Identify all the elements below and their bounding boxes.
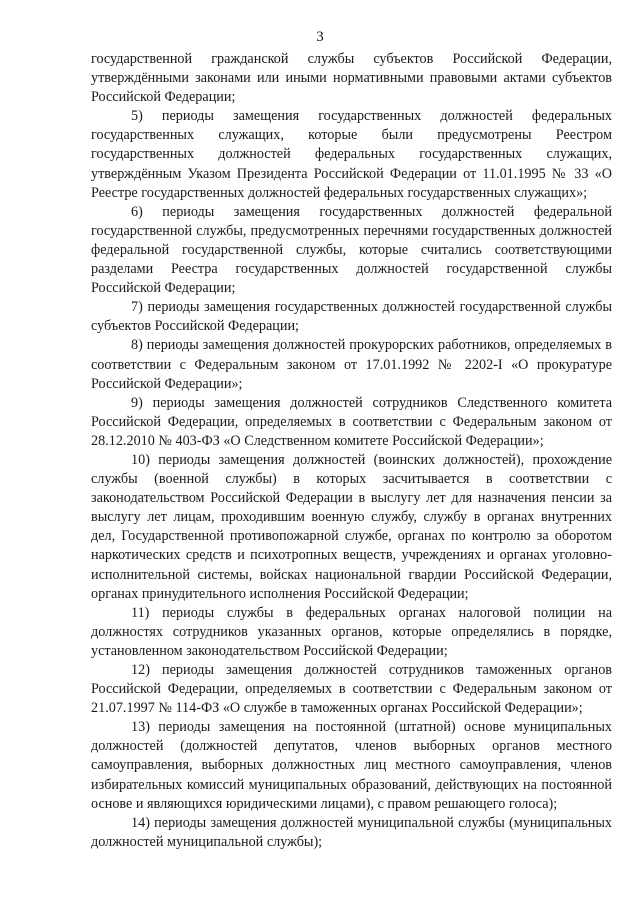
- paragraph-continuation: государственной гражданской службы субъектов Российской Федерации, утверждёнными законами или иными нормативными правовыми актами субъектов Российской Федерации;: [91, 51, 612, 106]
- paragraph-item-8: 8) периоды замещения должностей прокурорских работников, определяемых в соответствии с Федеральным законом от 17.01.1992 № 2202-I «О прокуратуре Российской Федерации»;: [91, 337, 612, 392]
- paragraph-item-12: 12) периоды замещения должностей сотрудников таможенных органов Российской Федерации, определяемых в соответствии с Федеральным законом от 21.07.1997 № 114-ФЗ «О службе в таможенных органах Российской Федерации»;: [91, 662, 612, 717]
- paragraph-item-13: 13) периоды замещения на постоянной (штатной) основе муниципальных должностей (должностей депутатов, членов выборных органов местного самоуправления, выборных должностных лиц местного самоуправления, членов избирательных комиссий муниципальных образований, действующих на постоянной основе и являющихся юридическими лицами), с правом решающего голоса);: [91, 719, 612, 812]
- paragraph-item-11: 11) периоды службы в федеральных органах налоговой полиции на должностях сотрудников указанных органов, которые определялись в порядке, установленном законодательством Российской Федерации;: [91, 604, 612, 659]
- page-number: 3: [316, 29, 324, 45]
- paragraph-item-14: 14) периоды замещения должностей муниципальной службы (муниципальных должностей муниципальной службы);: [91, 814, 612, 850]
- paragraph-item-10: 10) периоды замещения должностей (воинских должностей), прохождение службы (военной службы) в которых засчитывается в соответствии с законодательством Российской Федерации в выслугу лет для назначения пенсии за выслугу лет лицам, проходившим военную службу, службу в органах внутренних дел, Государственной противопожарной службе, органах по контролю за оборотом наркотических средств и психотропных веществ, учреждениях и органах уголовно-исполнительной системы, войсках национальной гвардии Российской Федерации, органах принудительного исполнения Российской Федерации;: [91, 451, 612, 602]
- paragraph-item-5: 5) периоды замещения государственных должностей федеральных государственных служащих, которые были предусмотрены Реестром государственных должностей федеральных государственных служащих, утверждённым Указом Президента Российской Федерации от 11.01.1995 № 33 «О Реестре государственных должностей федеральных государственных служащих»;: [91, 108, 612, 201]
- paragraph-item-9: 9) периоды замещения должностей сотрудников Следственного комитета Российской Федерации, определяемых в соответствии с Федеральным законом от 28.12.2010 № 403-ФЗ «О Следственном комитете Российской Федерации»;: [91, 394, 612, 449]
- paragraph-item-7: 7) периоды замещения государственных должностей государственной службы субъектов Российской Федерации;: [91, 299, 612, 335]
- document-body: [91, 50, 612, 852]
- paragraph-item-6: 6) периоды замещения государственных должностей федеральной государственной службы, предусмотренных перечнями государственных должностей федеральной государственной службы, которые считались соответствующими разделами Реестра государственных должностей государственной службы Российской Федерации;: [91, 203, 612, 297]
